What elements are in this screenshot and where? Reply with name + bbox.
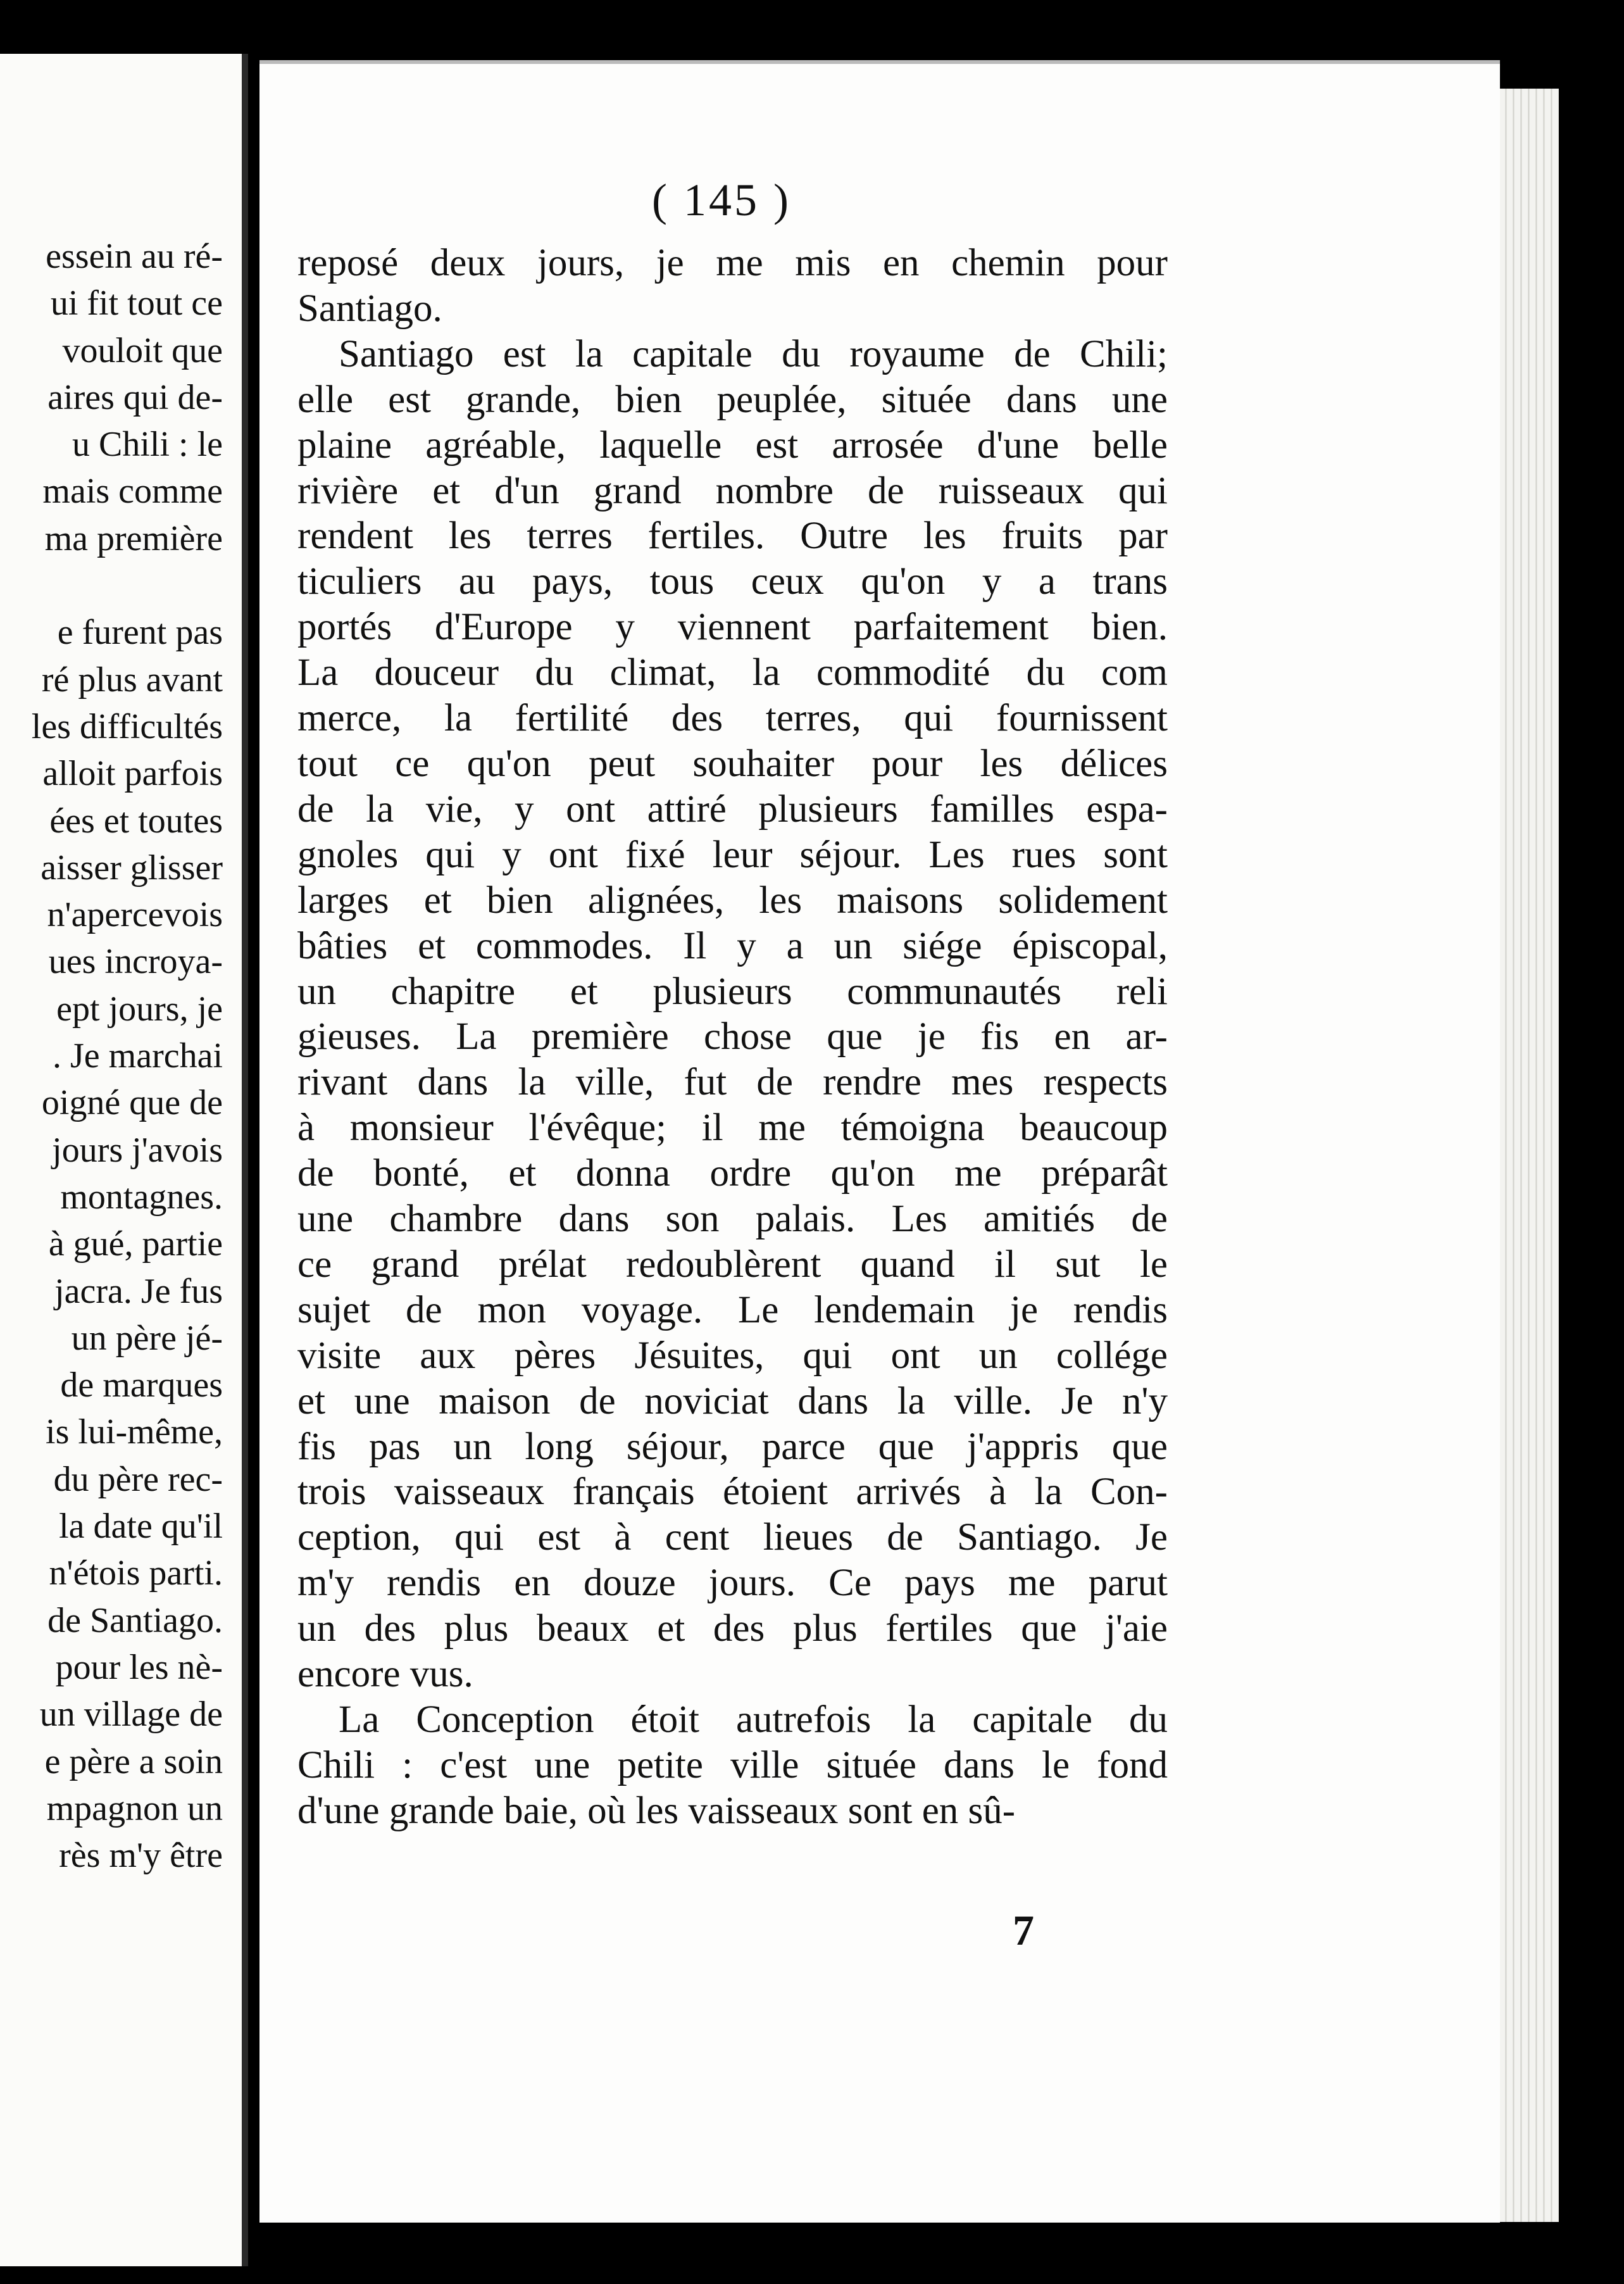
facing-page-line: . Je marchai <box>53 1036 223 1076</box>
facing-page <box>0 54 248 2266</box>
facing-page-line: ept jours, je <box>56 989 223 1029</box>
text-line: reposé deux jours, je me mis en chemin pour <box>297 242 1168 284</box>
text-line: elle est grande, bien peuplée, située dans une <box>297 378 1168 421</box>
text-line: trois vaisseaux français étoient arrivés à la Con- <box>297 1471 1168 1514</box>
facing-page-line: jacra. Je fus <box>54 1271 223 1311</box>
text-line: m'y rendis en douze jours. Ce pays me parut <box>297 1562 1168 1605</box>
facing-page-line: montagnes. <box>60 1177 223 1217</box>
text-line: rendent les terres fertiles. Outre les fruits par <box>297 515 1168 558</box>
facing-page-line: e père a soin <box>44 1741 223 1781</box>
facing-page-line: ré plus avant <box>41 660 223 700</box>
page-number: ( 145 ) <box>652 175 791 225</box>
text-line: ce grand prélat redoublèrent quand il sut le <box>297 1243 1168 1286</box>
facing-page-line: ma première <box>44 518 223 558</box>
facing-page-line: n'étois parti. <box>49 1553 223 1593</box>
text-line: gieuses. La première chose que je fis en ar- <box>297 1015 1168 1058</box>
text-line: rivant dans la ville, fut de rendre mes respects <box>297 1061 1168 1104</box>
text-line: de bonté, et donna ordre qu'on me préparât <box>297 1152 1168 1195</box>
facing-page-line: les difficultés <box>31 706 223 746</box>
facing-page-line: aisser glisser <box>41 848 223 888</box>
facing-page-line: mais comme <box>42 472 223 511</box>
facing-page-line: ui fit tout ce <box>50 284 223 323</box>
facing-page-line: rès m'y être <box>59 1836 223 1876</box>
text-line: fis pas un long séjour, parce que j'appris que <box>297 1425 1168 1468</box>
text-line: de la vie, y ont attiré plusieurs familles espa- <box>297 787 1168 831</box>
text-line: merce, la fertilité des terres, qui fournissent <box>297 697 1168 740</box>
text-line: ception, qui est à cent lieues de Santiago. Je <box>297 1516 1168 1559</box>
text-line: Chili : c'est une petite ville située dans le fond <box>297 1743 1168 1786</box>
facing-page-line: mpagnon un <box>46 1788 223 1828</box>
facing-page-line: un village de <box>39 1695 223 1735</box>
signature-mark: 7 <box>1013 1906 1034 1954</box>
text-line: bâties et commodes. Il y a un siége épiscopal, <box>297 924 1168 967</box>
text-line: La douceur du climat, la commodité du com <box>297 651 1168 694</box>
facing-page-line: aires qui de- <box>47 377 223 417</box>
text-line: un chapitre et plusieurs communautés reli <box>297 970 1168 1013</box>
facing-page-line <box>0 562 223 609</box>
text-line: tout ce qu'on peut souhaiter pour les délices <box>297 742 1168 785</box>
text-line: sujet de mon voyage. Le lendemain je rendis <box>297 1288 1168 1331</box>
text-line: visite aux pères Jésuites, qui ont un collége <box>297 1334 1168 1377</box>
facing-page-line: vouloit que <box>62 330 223 370</box>
text-line: Santiago. <box>297 287 442 330</box>
text-line: plaine agréable, laquelle est arrosée d'une belle <box>297 424 1168 467</box>
facing-page-line: pour les nè- <box>55 1647 223 1687</box>
facing-page-line: un père jé- <box>71 1318 223 1358</box>
facing-page-line: is lui-même, <box>46 1412 223 1452</box>
facing-page-line: du père rec- <box>53 1459 223 1499</box>
facing-page-line: alloit parfois <box>42 754 223 794</box>
text-line: et une maison de noviciat dans la ville. Je n'y <box>297 1379 1168 1422</box>
text-line: rivière et d'un grand nombre de ruisseaux qui <box>297 469 1168 512</box>
facing-page-text <box>0 233 223 1879</box>
text-line: ticuliers au pays, tous ceux qu'on y a trans <box>297 560 1168 603</box>
facing-page-line: de marques <box>60 1365 223 1405</box>
text-line: Santiago est la capitale du royaume de Chili; <box>339 332 1168 375</box>
facing-page-line: oigné que de <box>41 1083 223 1123</box>
facing-page-line: de Santiago. <box>47 1600 223 1640</box>
text-line: une chambre dans son palais. Les amitiés de <box>297 1198 1168 1241</box>
text-line: à monsieur l'évêque; il me témoigna beaucoup <box>297 1107 1168 1150</box>
facing-page-line: essein au ré- <box>46 237 223 276</box>
facing-page-line: n'apercevois <box>47 895 223 935</box>
facing-page-line: e furent pas <box>57 613 223 653</box>
facing-page-line: ées et toutes <box>49 801 223 841</box>
text-line: encore vus. <box>297 1653 473 1696</box>
facing-page-line: la date qu'il <box>59 1507 223 1547</box>
text-line: larges et bien alignées, les maisons solidement <box>297 879 1168 922</box>
facing-page-line: à gué, partie <box>48 1224 223 1264</box>
page-body-text <box>297 241 1168 1834</box>
facing-page-line: u Chili : le <box>72 425 223 465</box>
facing-page-line: jours j'avois <box>52 1130 223 1170</box>
text-line: portés d'Europe y viennent parfaitement bien. <box>297 606 1168 649</box>
text-line: gnoles qui y ont fixé leur séjour. Les rues sont <box>297 833 1168 876</box>
facing-page-line: ues incroya- <box>48 942 223 982</box>
text-line: d'une grande baie, où les vaisseaux sont en sû- <box>297 1789 1016 1832</box>
text-line: La Conception étoit autrefois la capitale du <box>339 1698 1168 1741</box>
text-line: un des plus beaux et des plus fertiles que j'aie <box>297 1607 1168 1650</box>
